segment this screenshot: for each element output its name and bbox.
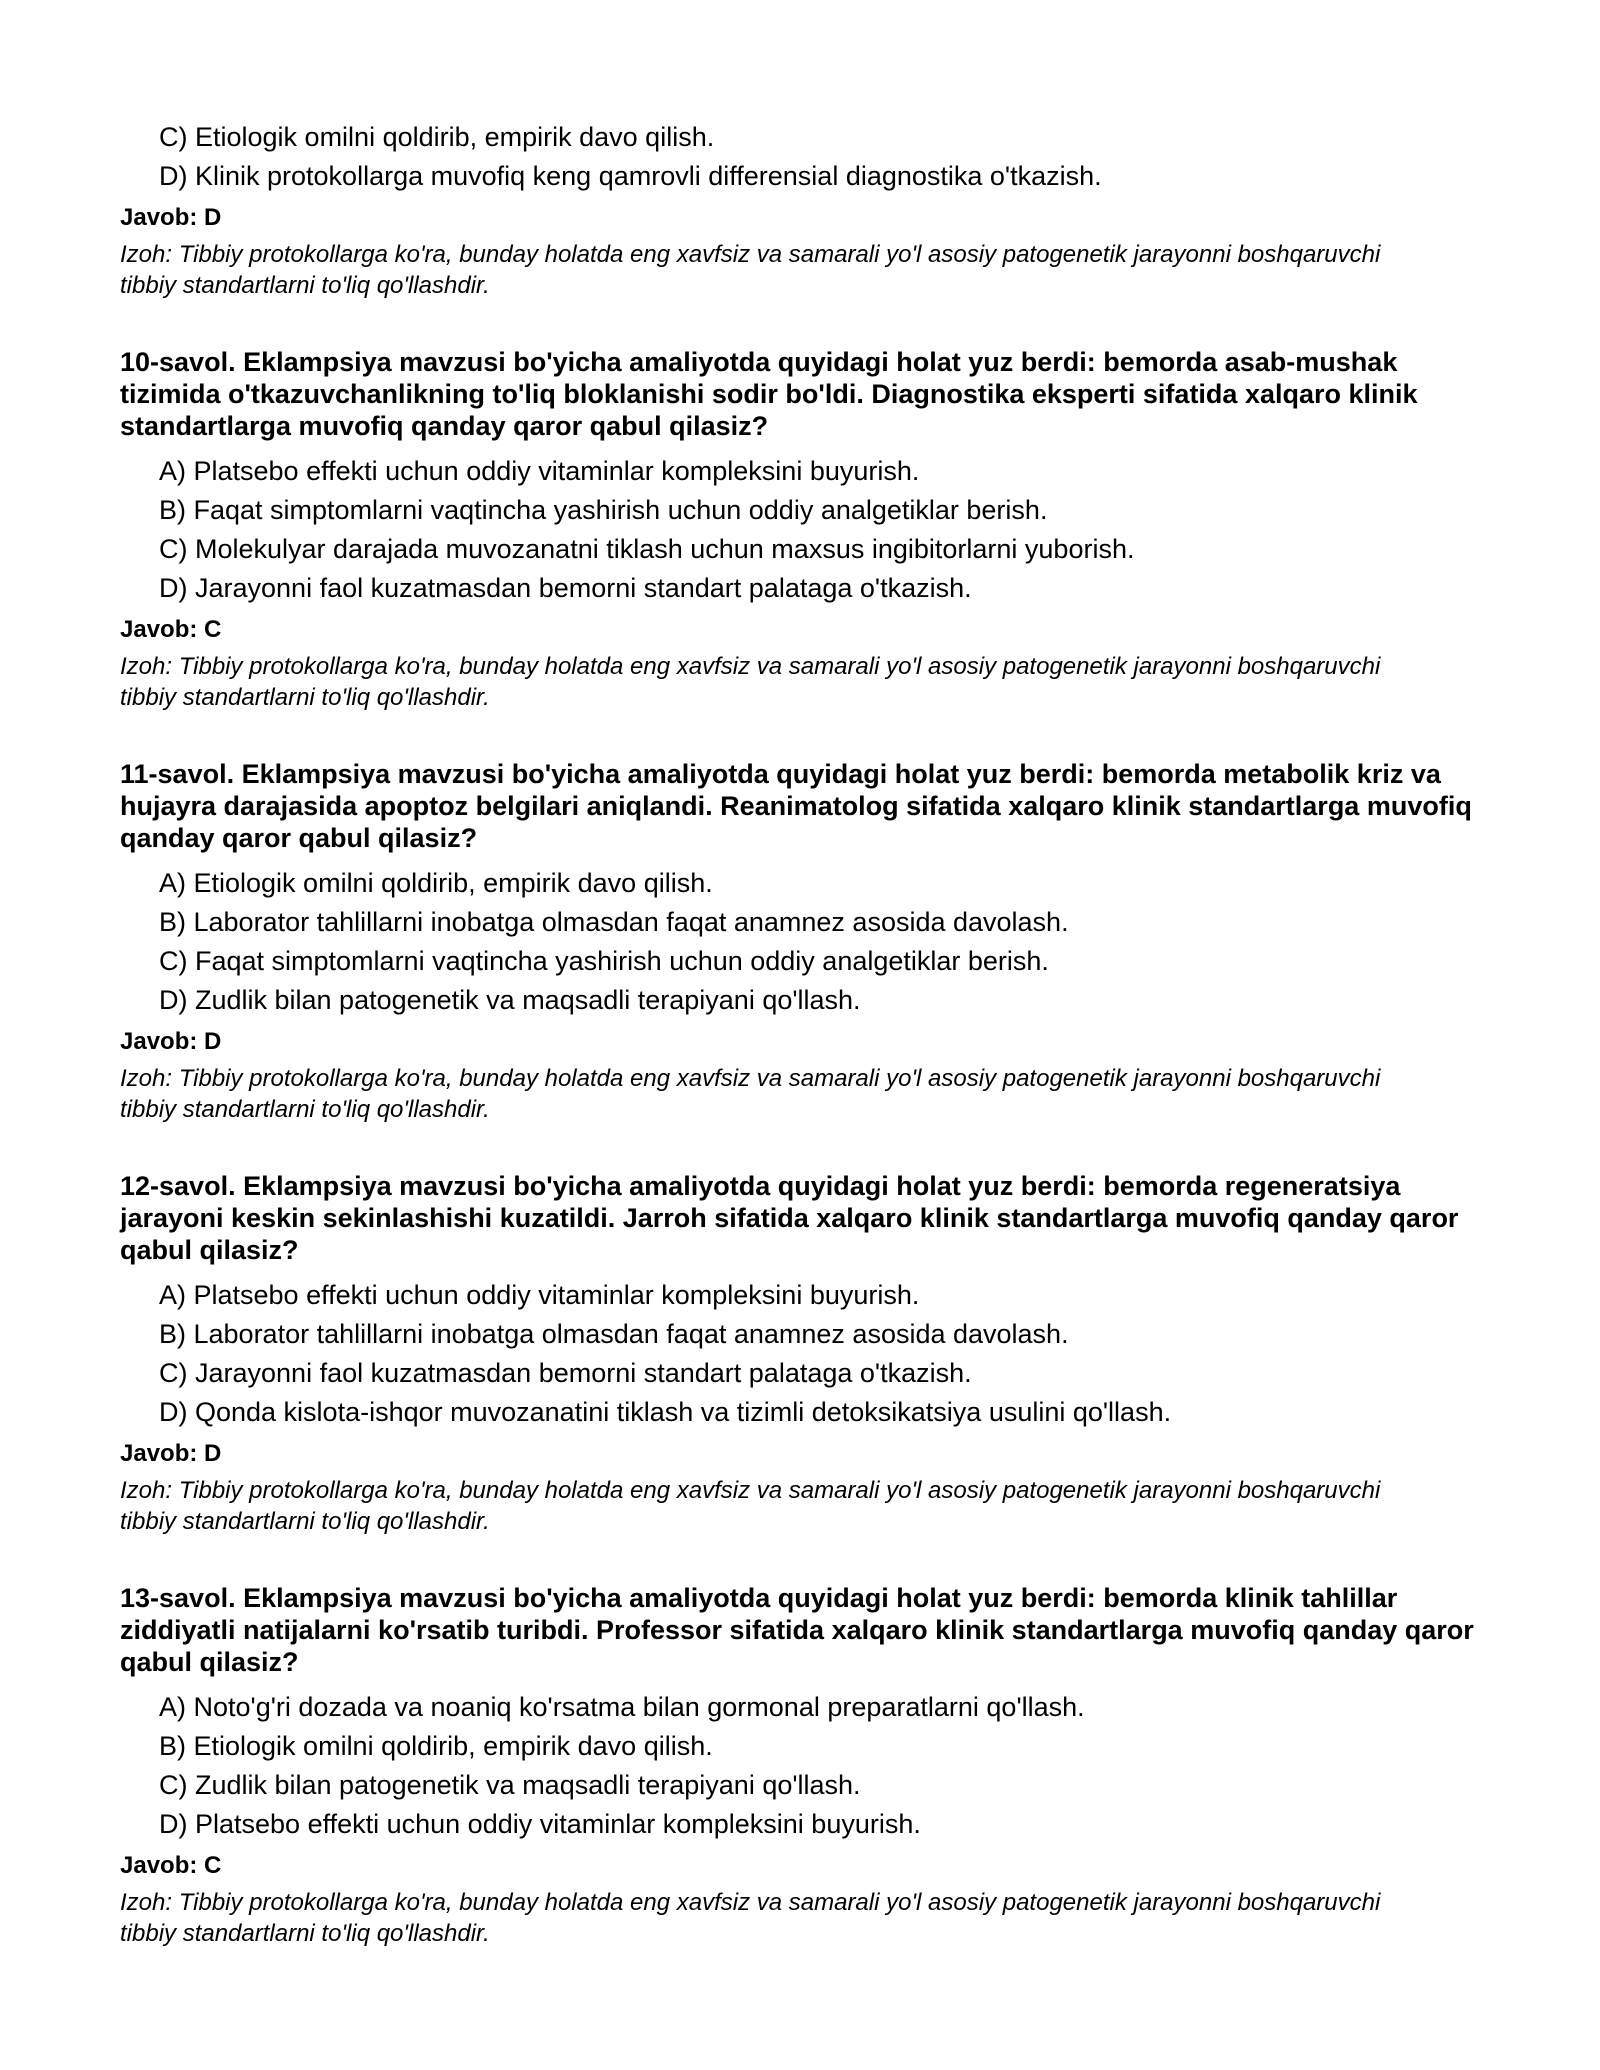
question-9-continued bbox=[120, 118, 1500, 301]
option-d: D) Qonda kislota-ishqor muvozanatini tiklash va tizimli detoksikatsiya usulini qo'llash. bbox=[159, 1397, 1172, 1427]
option-c: C) Jarayonni faol kuzatmasdan bemorni standart palataga o'tkazish. bbox=[159, 1358, 972, 1388]
option-a: A) Noto'g'ri dozada va noaniq ko'rsatma bilan gormonal preparatlarni qo'llash. bbox=[159, 1692, 1085, 1722]
explanation-note: Izoh: Tibbiy protokollarga ko'ra, bunday holatda eng xavfsiz va samarali yo'l asosiy patogenetik jarayonni boshqaruvchi tibbiy standartlarni to'liq qo'llashdir. bbox=[120, 241, 1381, 299]
question-title: 12-savol. Eklampsiya mavzusi bo'yicha amaliyotda quyidagi holat yuz berdi: bemorda regeneratsiya jarayoni keskin sekinlashishi kuzatildi. Jarroh sifatida xalqaro klinik standartlarga muvofiq qanday qaror qabul qilasiz? bbox=[120, 1171, 1459, 1265]
option-d: D) Zudlik bilan patogenetik va maqsadli terapiyani qo'llash. bbox=[159, 985, 861, 1015]
option-b: B) Laborator tahlillarni inobatga olmasdan faqat anamnez asosida davolash. bbox=[159, 1319, 1069, 1349]
option-d: D) Platsebo effekti uchun oddiy vitaminlar kompleksini buyurish. bbox=[159, 1809, 921, 1839]
option-c: C) Etiologik omilni qoldirib, empirik davo qilish. bbox=[159, 122, 715, 152]
answer-label: Javob: D bbox=[120, 204, 222, 231]
option-b: B) Faqat simptomlarni vaqtincha yashirish uchun oddiy analgetiklar berish. bbox=[159, 495, 1048, 525]
option-d: D) Jarayonni faol kuzatmasdan bemorni standart palataga o'tkazish. bbox=[159, 573, 972, 603]
option-a: A) Platsebo effekti uchun oddiy vitaminlar kompleksini buyurish. bbox=[159, 1280, 920, 1310]
question-11 bbox=[120, 758, 1500, 1125]
option-b: B) Laborator tahlillarni inobatga olmasdan faqat anamnez asosida davolash. bbox=[159, 907, 1069, 937]
answer-label: Javob: D bbox=[120, 1028, 222, 1055]
option-d: D) Klinik protokollarga muvofiq keng qamrovli differensial diagnostika o'tkazish. bbox=[159, 161, 1102, 191]
answer-label: Javob: C bbox=[120, 616, 222, 643]
explanation-note: Izoh: Tibbiy protokollarga ko'ra, bunday holatda eng xavfsiz va samarali yo'l asosiy patogenetik jarayonni boshqaruvchi tibbiy standartlarni to'liq qo'llashdir. bbox=[120, 1889, 1381, 1947]
answer-label: Javob: D bbox=[120, 1440, 222, 1467]
option-c: C) Faqat simptomlarni vaqtincha yashirish uchun oddiy analgetiklar berish. bbox=[159, 946, 1049, 976]
question-13 bbox=[120, 1582, 1500, 1949]
question-12 bbox=[120, 1170, 1500, 1537]
question-10 bbox=[120, 346, 1500, 713]
question-title: 13-savol. Eklampsiya mavzusi bo'yicha amaliyotda quyidagi holat yuz berdi: bemorda klinik tahlillar ziddiyatli natijalarni ko'rsatib turibdi. Professor sifatida xalqaro klinik standartlarga muvofiq qanday qaror qabul qilasiz? bbox=[120, 1583, 1474, 1677]
answer-label: Javob: C bbox=[120, 1852, 222, 1879]
option-a: A) Etiologik omilni qoldirib, empirik davo qilish. bbox=[159, 868, 713, 898]
option-b: B) Etiologik omilni qoldirib, empirik davo qilish. bbox=[159, 1731, 713, 1761]
document-page bbox=[120, 118, 1500, 1949]
explanation-note: Izoh: Tibbiy protokollarga ko'ra, bunday holatda eng xavfsiz va samarali yo'l asosiy patogenetik jarayonni boshqaruvchi tibbiy standartlarni to'liq qo'llashdir. bbox=[120, 653, 1381, 711]
explanation-note: Izoh: Tibbiy protokollarga ko'ra, bunday holatda eng xavfsiz va samarali yo'l asosiy patogenetik jarayonni boshqaruvchi tibbiy standartlarni to'liq qo'llashdir. bbox=[120, 1477, 1381, 1535]
option-c: C) Zudlik bilan patogenetik va maqsadli terapiyani qo'llash. bbox=[159, 1770, 861, 1800]
option-a: A) Platsebo effekti uchun oddiy vitaminlar kompleksini buyurish. bbox=[159, 456, 920, 486]
question-title: 10-savol. Eklampsiya mavzusi bo'yicha amaliyotda quyidagi holat yuz berdi: bemorda asab-mushak tizimida o'tkazuvchanlikning to'liq bloklanishi sodir bo'ldi. Diagnostika eksperti sifatida xalqaro klinik standartlarga muvofiq qanday qaror qabul qilasiz? bbox=[120, 347, 1418, 441]
question-title: 11-savol. Eklampsiya mavzusi bo'yicha amaliyotda quyidagi holat yuz berdi: bemorda metabolik kriz va hujayra darajasida apoptoz belgilari aniqlandi. Reanimatolog sifatida xalqaro klinik standartlarga muvofiq qanday qaror qabul qilasiz? bbox=[120, 759, 1472, 853]
explanation-note: Izoh: Tibbiy protokollarga ko'ra, bunday holatda eng xavfsiz va samarali yo'l asosiy patogenetik jarayonni boshqaruvchi tibbiy standartlarni to'liq qo'llashdir. bbox=[120, 1065, 1381, 1123]
option-c: C) Molekulyar darajada muvozanatni tiklash uchun maxsus ingibitorlarni yuborish. bbox=[159, 534, 1135, 564]
